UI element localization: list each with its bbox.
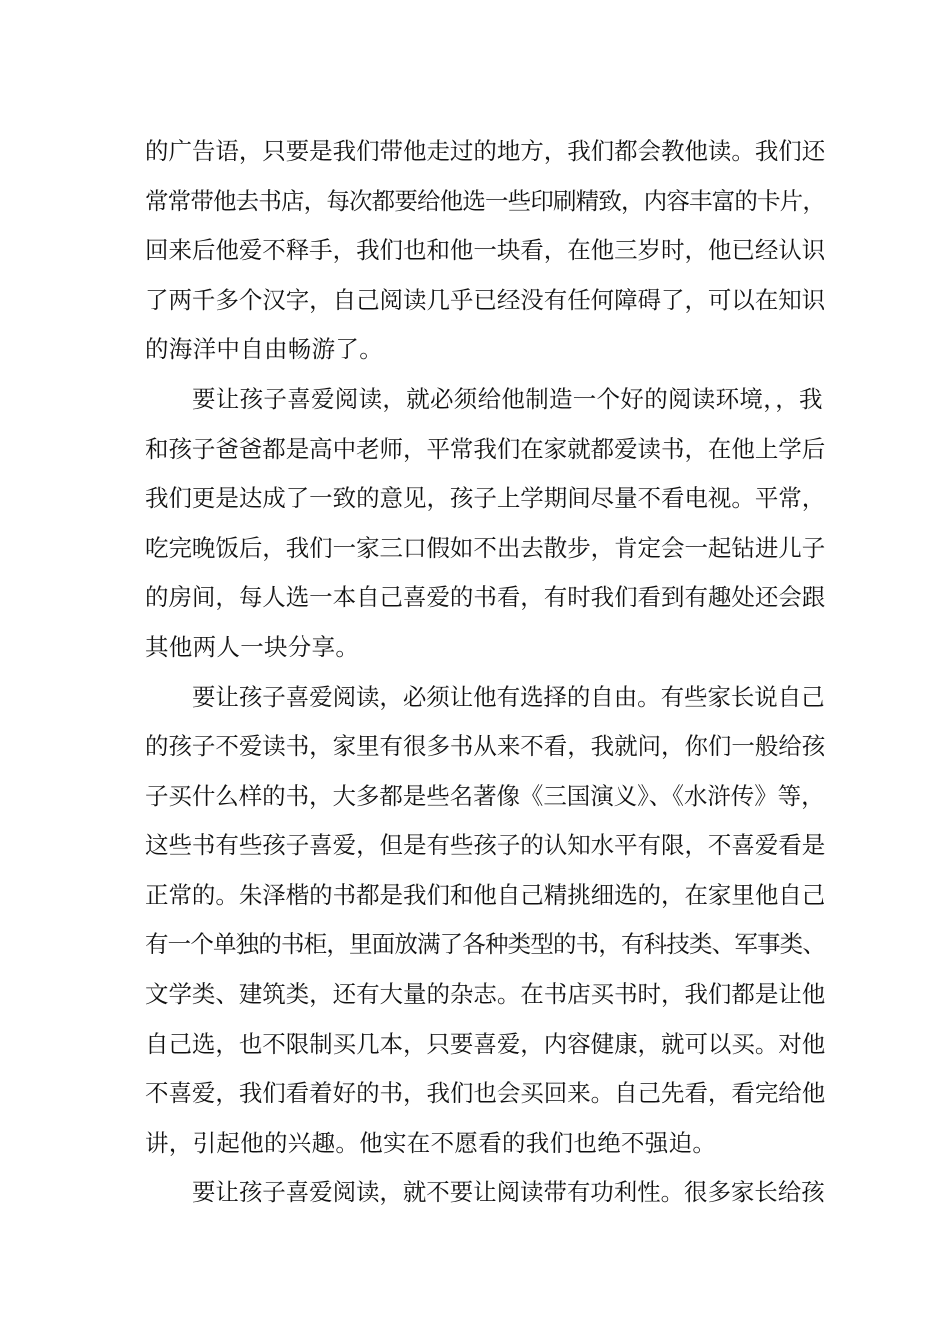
text-line: 子买什么样的书，大多都是些名著像《三国演义》、《水浒传》等，	[145, 782, 825, 810]
paragraph-first-line: 要让孩子喜爱阅读，就不要让阅读带有功利性。很多家长给孩	[192, 1178, 825, 1206]
text-line: 吃完晚饭后，我们一家三口假如不出去散步，肯定会一起钻进儿子	[145, 534, 826, 562]
text-line: 的孩子不爱读书，家里有很多书从来不看，我就问，你们一般给孩	[145, 732, 826, 760]
text-line: 正常的。朱泽楷的书都是我们和他自己精挑细选的，在家里他自己	[145, 881, 826, 909]
text-line: 其他两人一块分享。	[145, 633, 360, 661]
text-line: 自己选，也不限制买几本，只要喜爱，内容健康，就可以买。对他	[145, 1030, 826, 1058]
text-line: 了两千多个汉字，自己阅读几乎已经没有任何障碍了，可以在知识	[145, 286, 826, 314]
text-line: 的房间，每人选一本自己喜爱的书看，有时我们看到有趣处还会跟	[145, 583, 826, 611]
text-line: 讲，引起他的兴趣。他实在不愿看的我们也绝不强迫。	[145, 1129, 717, 1157]
text-line: 有一个单独的书柜，里面放满了各种类型的书，有科技类、军事类、	[145, 930, 825, 958]
text-line: 回来后他爱不释手，我们也和他一块看，在他三岁时，他已经认识	[145, 236, 826, 264]
paragraph-first-line: 要让孩子喜爱阅读，必须让他有选择的自由。有些家长说自己	[192, 683, 825, 711]
text-line: 文学类、建筑类，还有大量的杂志。在书店买书时，我们都是让他	[145, 980, 826, 1008]
text-line: 的广告语，只要是我们带他走过的地方，我们都会教他读。我们还	[145, 137, 826, 165]
text-line: 不喜爱，我们看着好的书，我们也会买回来。自己先看，看完给他	[145, 1079, 826, 1107]
text-line: 的海洋中自由畅游了。	[145, 335, 383, 363]
paragraph-first-line: 要让孩子喜爱阅读，就必须给他制造一个好的阅读环境，，我	[192, 385, 823, 413]
text-line: 这些书有些孩子喜爱，但是有些孩子的认知水平有限，不喜爱看是	[145, 831, 826, 859]
text-line: 我们更是达成了一致的意见，孩子上学期间尽量不看电视。平常，	[145, 484, 826, 512]
text-line: 常常带他去书店，每次都要给他选一些印刷精致，内容丰富的卡片，	[145, 187, 825, 215]
text-line: 和孩子爸爸都是高中老师，平常我们在家就都爱读书，在他上学后	[145, 435, 826, 463]
